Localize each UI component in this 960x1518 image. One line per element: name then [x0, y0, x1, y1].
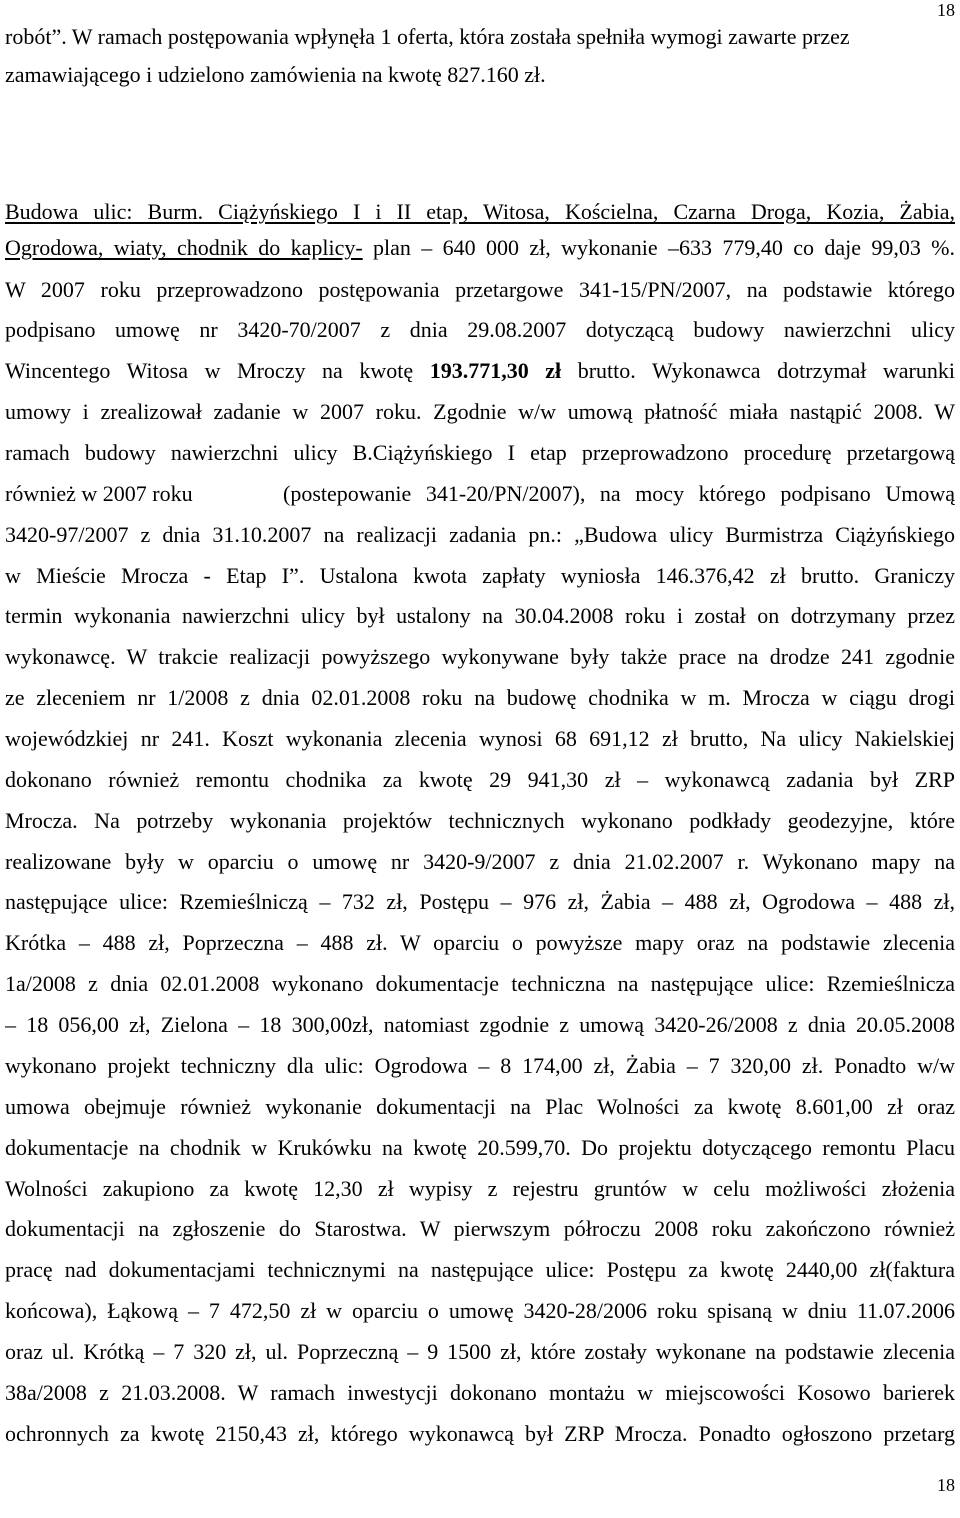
text-segment: termin wykonania nawierzchni ulicy był ustalony na 30.04.2008 roku i został on dotrzymany przez [5, 603, 955, 629]
paragraph-line [5, 270, 955, 311]
section-heading [5, 194, 955, 266]
paragraph-line [5, 433, 955, 474]
paragraph-line [5, 842, 955, 883]
paragraph-line [5, 678, 955, 719]
text-segment: podpisano umowę nr 3420-70/2007 z dnia 29.08.2007 dotyczącą budowy nawierzchni ulicy [5, 317, 955, 343]
text-segment: – 18 056,00 zł, Zielona – 18 300,00zł, natomiast zgodnie z umową 3420-26/2008 z dnia 20.05.2008 [5, 1012, 955, 1038]
paragraph-line [5, 515, 955, 556]
text-segment: pracę nad dokumentacjami technicznymi na następujące ulice: Postępu za kwotę 2440,00 zł(faktura [5, 1257, 955, 1283]
text-segment: ze zleceniem nr 1/2008 z dnia 02.01.2008 roku na budowę chodnika w m. Mrocza w ciągu drogi [5, 685, 955, 711]
text-segment: 1a/2008 z dnia 02.01.2008 wykonano dokumentacje techniczna na następujące ulice: Rzemieślnicza [5, 971, 955, 997]
text-segment: umowy i zrealizował zadanie w 2007 roku. Zgodnie w/w umową płatność miała nastąpić 2008. W [5, 399, 955, 425]
body-paragraph [5, 270, 955, 1455]
text-segment: W 2007 roku przeprowadzono postępowania przetargowe 341-15/PN/2007, na podstawie którego [5, 276, 955, 302]
paragraph-line [5, 1291, 955, 1332]
text-segment: dokonano również remontu chodnika za kwotę 29 941,30 zł – wykonawcą zadania był ZRP [5, 766, 955, 792]
text-segment: robót”. W ramach postępowania wpłynęła 1 oferta, która została spełniła wymogi zawarte przez [5, 24, 850, 49]
text-segment: Ogrodowa, wiaty, chodnik do kaplicy- [5, 235, 363, 260]
text-segment: brutto. Wykonawca dotrzymał warunki [561, 358, 955, 384]
paragraph-line [5, 474, 955, 515]
text-segment: wojewódzkiej nr 241. Koszt wykonania zlecenia wynosi 68 691,12 zł brutto, Na ulicy Nakielskiej [5, 726, 955, 752]
paragraph-line [5, 1005, 955, 1046]
paragraph-line [5, 310, 955, 351]
text-segment: również w 2007 roku [5, 480, 193, 506]
text-segment: Wincentego Witosa w Mroczy na kwotę [5, 358, 430, 384]
paragraph-line [5, 1414, 955, 1455]
paragraph-line [5, 964, 955, 1005]
page-number-bottom: 18 [937, 1475, 955, 1495]
intro-text-block [5, 18, 955, 94]
paragraph-line [5, 1169, 955, 1210]
paragraph-line [5, 1373, 955, 1414]
text-segment: zamawiającego i udzielono zamówienia na kwotę 827.160 zł. [5, 62, 546, 87]
text-segment: ochronnych za kwotę 2150,43 zł, którego wykonawcą był ZRP Mrocza. Ponadto ogłoszono przetarg [5, 1420, 955, 1446]
text-segment: dokumentacje na chodnik w Krukówku na kwotę 20.599,70. Do projektu dotyczącego remontu Placu [5, 1134, 955, 1160]
text-segment: wykonano projekt techniczny dla ulic: Ogrodowa – 8 174,00 zł, Żabia – 7 320,00 zł. Ponadto w/w [5, 1052, 955, 1078]
text-segment: końcowa), Łąkową – 7 472,50 zł w oparciu o umowę 3420-28/2006 roku spisaną w dniu 11.07.2006 [5, 1298, 955, 1324]
text-segment: Mrocza. Na potrzeby wykonania projektów technicznych wykonano podkłady geodezyjne, które [5, 807, 955, 833]
text-segment: umowa obejmuje również wykonanie dokumentacji na Plac Wolności za kwotę 8.601,00 zł oraz [5, 1093, 955, 1119]
paragraph-line [5, 719, 955, 760]
paragraph-line [5, 1209, 955, 1250]
paragraph-line [5, 1332, 955, 1373]
paragraph-line [5, 351, 955, 392]
text-segment: Krótka – 488 zł, Poprzeczna – 488 zł. W oparciu o powyższe mapy oraz na podstawie zlecenia [5, 930, 955, 956]
text-segment: ramach budowy nawierzchni ulicy B.Ciążyńskiego I etap przeprowadzono procedurę przetargową [5, 440, 955, 466]
text-segment: wykonawcę. W trakcie realizacji powyższego wykonywane były także prace na drodze 241 zgodnie [5, 644, 955, 670]
text-segment: plan – 640 000 zł, wykonanie –633 779,40 co daje 99,03 %. [362, 235, 955, 260]
paragraph-line [5, 923, 955, 964]
paragraph-line [5, 1128, 955, 1169]
paragraph-line [5, 760, 955, 801]
text-segment: Budowa ulic: Burm. Ciążyńskiego I i II etap, Witosa, Kościelna, Czarna Droga, Kozia, Żabia, [5, 199, 955, 224]
paragraph-line [5, 1046, 955, 1087]
text-segment: oraz ul. Krótką – 7 320 zł, ul. Poprzeczną – 9 1500 zł, które zostały wykonane na podstawie zlecenia [5, 1338, 955, 1364]
paragraph-line [5, 1250, 955, 1291]
paragraph-line [5, 556, 955, 597]
intro-line [5, 56, 955, 94]
paragraph-line [5, 1087, 955, 1128]
intro-line [5, 18, 955, 56]
text-segment: (postepowanie 341-20/PN/2007), na mocy którego podpisano Umową [283, 480, 955, 506]
paragraph-line [5, 637, 955, 678]
text-segment: dokumentacji na zgłoszenie do Starostwa. W pierwszym półroczu 2008 roku zakończono również [5, 1216, 955, 1242]
text-segment: następujące ulice: Rzemieślniczą – 732 zł, Postępu – 976 zł, Żabia – 488 zł, Ogrodowa – 488 zł, [5, 889, 955, 915]
text-segment: 3420-97/2007 z dnia 31.10.2007 na realizacji zadania pn.: „Budowa ulicy Burmistrza Ciążyńskiego [5, 521, 955, 547]
heading-line [5, 230, 955, 266]
paragraph-line [5, 882, 955, 923]
paragraph-line [5, 392, 955, 433]
text-segment: 193.771,30 zł [429, 358, 562, 384]
paragraph-line [5, 801, 955, 842]
paragraph-line [5, 596, 955, 637]
text-segment: realizowane były w oparciu o umowę nr 3420-9/2007 z dnia 21.02.2007 r. Wykonano mapy na [5, 848, 955, 874]
text-segment: Wolności zakupiono za kwotę 12,30 zł wypisy z rejestru gruntów w celu możliwości złożenia [5, 1175, 955, 1201]
text-segment: w Mieście Mrocza - Etap I”. Ustalona kwota zapłaty wyniosła 146.376,42 zł brutto. Graniczy [5, 562, 955, 588]
text-segment: 38a/2008 z 21.03.2008. W ramach inwestycji dokonano montażu w miejscowości Kosowo barierek [5, 1379, 955, 1405]
heading-line [5, 194, 955, 230]
page-number-top: 18 [937, 0, 955, 20]
